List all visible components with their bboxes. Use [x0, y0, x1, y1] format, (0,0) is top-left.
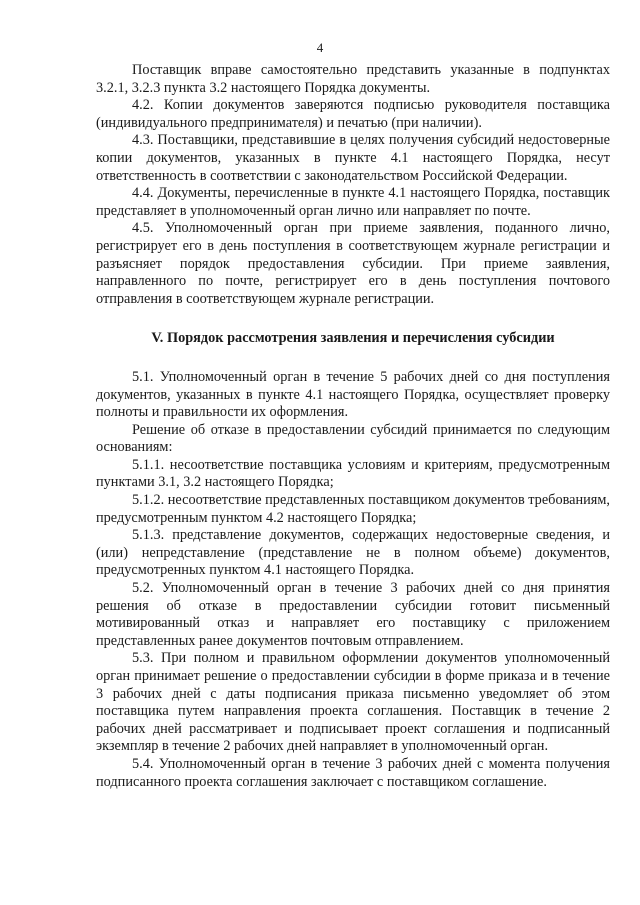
paragraph-5-1: 5.1. Уполномоченный орган в течение 5 рабочих дней со дня поступления документов, указанных в пункте 4.1 настоящего Порядка, осуществляет проверку полноты и правильности их оформления. — [96, 368, 610, 421]
paragraph-4-3: 4.3. Поставщики, представившие в целях получения субсидий недостоверные копии документов, указанных в пункте 4.1 настоящего Порядка, несут ответственность в соответствии с законодательством Российской Федерации. — [96, 132, 610, 184]
paragraph-4-5: 4.5. Уполномоченный орган при приеме заявления, поданного лично, регистрирует его в день поступления в соответствующем журнале регистрации и разъясняет порядок предоставления субсидии. При приеме заявления, направленного по почте, регистрирует его в день поступления почтового отправления в соответствующем журнале регистрации. — [96, 220, 610, 307]
paragraph-5-1-3: 5.1.3. представление документов, содержащих недостоверные сведения, и (или) непредставление (представление не в полном объеме) документов, предусмотренных пунктом 4.1 настоящего Порядка. — [96, 527, 610, 579]
paragraph-4-4: 4.4. Документы, перечисленные в пункте 4.1 настоящего Порядка, поставщик представляет в уполномоченный орган лично или направляет по почте. — [96, 185, 610, 219]
paragraph-5-1-1: 5.1.1. несоответствие поставщика условиям и критериям, предусмотренным пунктами 3.1, 3.2 настоящего Порядка; — [96, 456, 610, 491]
spacer — [96, 308, 610, 330]
paragraph-5-1-2: 5.1.2. несоответствие представленных поставщиком документов требованиям, предусмотренным пунктом 4.2 настоящего Порядка; — [96, 492, 611, 526]
section-heading: V. Порядок рассмотрения заявления и перечисления субсидии — [151, 330, 555, 347]
paragraph-5-2: 5.2. Уполномоченный орган в течение 3 рабочих дней со дня принятия решения об отказе в предоставлении субсидии готовит письменный мотивированный отказ и направляет его поставщику с приложением представленных ранее документов почтовым отправлением. — [96, 580, 610, 649]
paragraph-refusal-grounds: Решение об отказе в предоставлении субсидий принимается по следующим основаниям: — [96, 421, 610, 456]
paragraph-4-2: 4.2. Копии документов заверяются подписью руководителя поставщика (индивидуального предпринимателя) и печатью (при наличии). — [96, 97, 610, 131]
spacer — [96, 348, 610, 369]
document-body — [96, 62, 610, 791]
paragraph-intro: Поставщик вправе самостоятельно представить указанные в подпунктах 3.2.1, 3.2.3 пункта 3.2 настоящего Порядка документы. — [96, 62, 610, 96]
paragraph-5-3: 5.3. При полном и правильном оформлении документов уполномоченный орган принимает решение о предоставлении субсидии в форме приказа и в течение 3 рабочих дней с даты подписания приказа письменно уведомляет об этом поставщика путем направления проекта соглашения. Поставщик в течение 2 рабочих дней рассматривает и подписывает проект соглашения и подписанный экземпляр в течение 2 рабочих дней направляет в уполномоченный орган. — [96, 650, 610, 755]
page-number: 4 — [316, 40, 324, 55]
paragraph-5-4: 5.4. Уполномоченный орган в течение 3 рабочих дней с момента получения подписанного проекта соглашения заключает с поставщиком соглашение. — [96, 755, 610, 790]
